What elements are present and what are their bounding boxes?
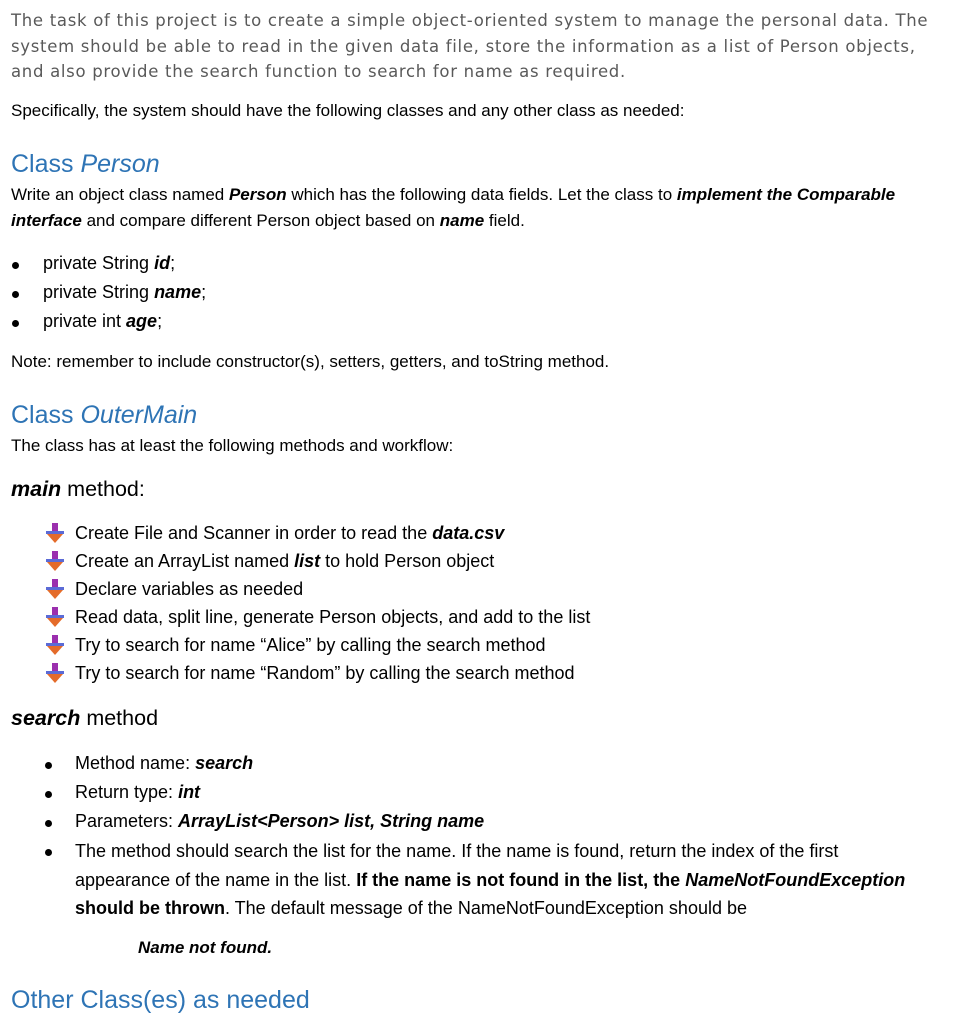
step-text-part: Declare variables as needed (75, 579, 304, 599)
down-arrow-icon (45, 522, 65, 544)
bullet-dot (45, 820, 52, 827)
down-arrow-icon (45, 550, 65, 572)
bullet-dot (12, 320, 19, 327)
list-item (43, 308, 162, 334)
step-text (75, 632, 546, 658)
desc-text: which has the following data fields. Let the class to (286, 185, 677, 204)
field-suffix: ; (201, 282, 207, 302)
field-name: name (154, 282, 202, 302)
field-type: private int (43, 311, 127, 331)
list-item (75, 837, 953, 923)
bullet-dot (12, 291, 19, 298)
main-method-heading (11, 475, 145, 503)
list-item (75, 779, 200, 805)
down-arrow-icon (45, 578, 65, 600)
desc-emphasis: Person (228, 185, 287, 204)
desc-text: appearance of the name in the list. (75, 869, 357, 890)
bullet-dot (45, 791, 52, 798)
search-method-heading (11, 704, 158, 732)
heading-class-name: Person (80, 150, 160, 178)
step-emphasis: list (294, 551, 321, 571)
step-text (75, 576, 303, 602)
down-arrow-icon (45, 634, 65, 656)
other-classes-heading: Other Class(es) as needed (11, 986, 310, 1014)
person-note: Note: remember to include constructor(s), setters, getters, and toString method. (11, 352, 610, 371)
desc-text: . The default message of the NameNotFoundException should be (225, 898, 747, 918)
step-text-part: Read data, split line, generate Person objects, and add to the list (75, 607, 591, 627)
person-heading (11, 149, 160, 179)
desc-text: Write an object class named (11, 185, 229, 204)
item-value: ArrayList<Person> list, String name (178, 811, 485, 831)
item-label: Parameters: (75, 811, 179, 831)
item-label: Method name: (75, 753, 196, 773)
field-type: private String (43, 253, 155, 273)
item-label: Return type: (75, 782, 179, 802)
person-description (11, 182, 941, 234)
desc-emphasis: interface (11, 211, 82, 230)
desc-emphasis: implement the Comparable (676, 185, 896, 204)
step-text (75, 604, 590, 630)
bullet-dot (12, 262, 19, 269)
field-suffix: ; (170, 253, 176, 273)
step-text-part: to hold Person object (320, 551, 495, 571)
field-name: id (154, 253, 171, 273)
search-desc-line (75, 894, 953, 923)
method-name: search (11, 706, 81, 730)
down-arrow-icon (45, 606, 65, 628)
desc-emphasis: name (439, 211, 485, 230)
list-item (75, 808, 484, 834)
step-text (75, 548, 494, 574)
down-arrow-icon (45, 662, 65, 684)
step-text-part: Try to search for name “Random” by calling the search method (75, 663, 575, 683)
step-text (75, 520, 504, 546)
list-item (43, 279, 206, 305)
classes-intro: Specifically, the system should have the following classes and any other class as needed: (11, 101, 685, 120)
search-desc-line: The method should search the list for the name. If the name is found, return the index of the first (75, 841, 839, 861)
heading-prefix: Class (11, 150, 81, 178)
step-text-part: Try to search for name “Alice” by calling the search method (75, 635, 546, 655)
desc-bold: If the name is not found in the list, the (356, 869, 686, 890)
list-item (75, 750, 253, 776)
step-text-part: Create File and Scanner in order to read the (75, 523, 433, 543)
default-message: Name not found. (138, 938, 273, 957)
item-value: search (195, 753, 254, 773)
step-emphasis: data.csv (432, 523, 505, 543)
list-item (43, 250, 175, 276)
field-suffix: ; (157, 311, 163, 331)
bullet-dot (45, 762, 52, 769)
heading-class-name: OuterMain (80, 401, 198, 429)
outermain-heading (11, 400, 197, 430)
outermain-description: The class has at least the following methods and workflow: (11, 436, 454, 455)
method-heading-text: method (80, 706, 159, 730)
intro-paragraph: The task of this project is to create a simple object-oriented system to manage the personal data. The system should be able to read in the given data file, store the information as a list of Person objects, and also provide the search function to search for name as required. (11, 11, 929, 81)
search-desc-line (75, 866, 953, 895)
bullet-dot (45, 849, 52, 856)
field-name: age (126, 311, 158, 331)
method-name: main (11, 477, 62, 501)
exception-name: NameNotFoundException (685, 869, 906, 890)
field-type: private String (43, 282, 155, 302)
step-text (75, 660, 575, 686)
item-value: int (178, 782, 201, 802)
method-heading-text: method: (61, 477, 145, 501)
step-text-part: Create an ArrayList named (75, 551, 295, 571)
desc-text: field. (484, 211, 525, 230)
heading-prefix: Class (11, 401, 81, 429)
desc-text: and compare different Person object based on (81, 211, 440, 230)
desc-bold: should be thrown (75, 898, 225, 918)
